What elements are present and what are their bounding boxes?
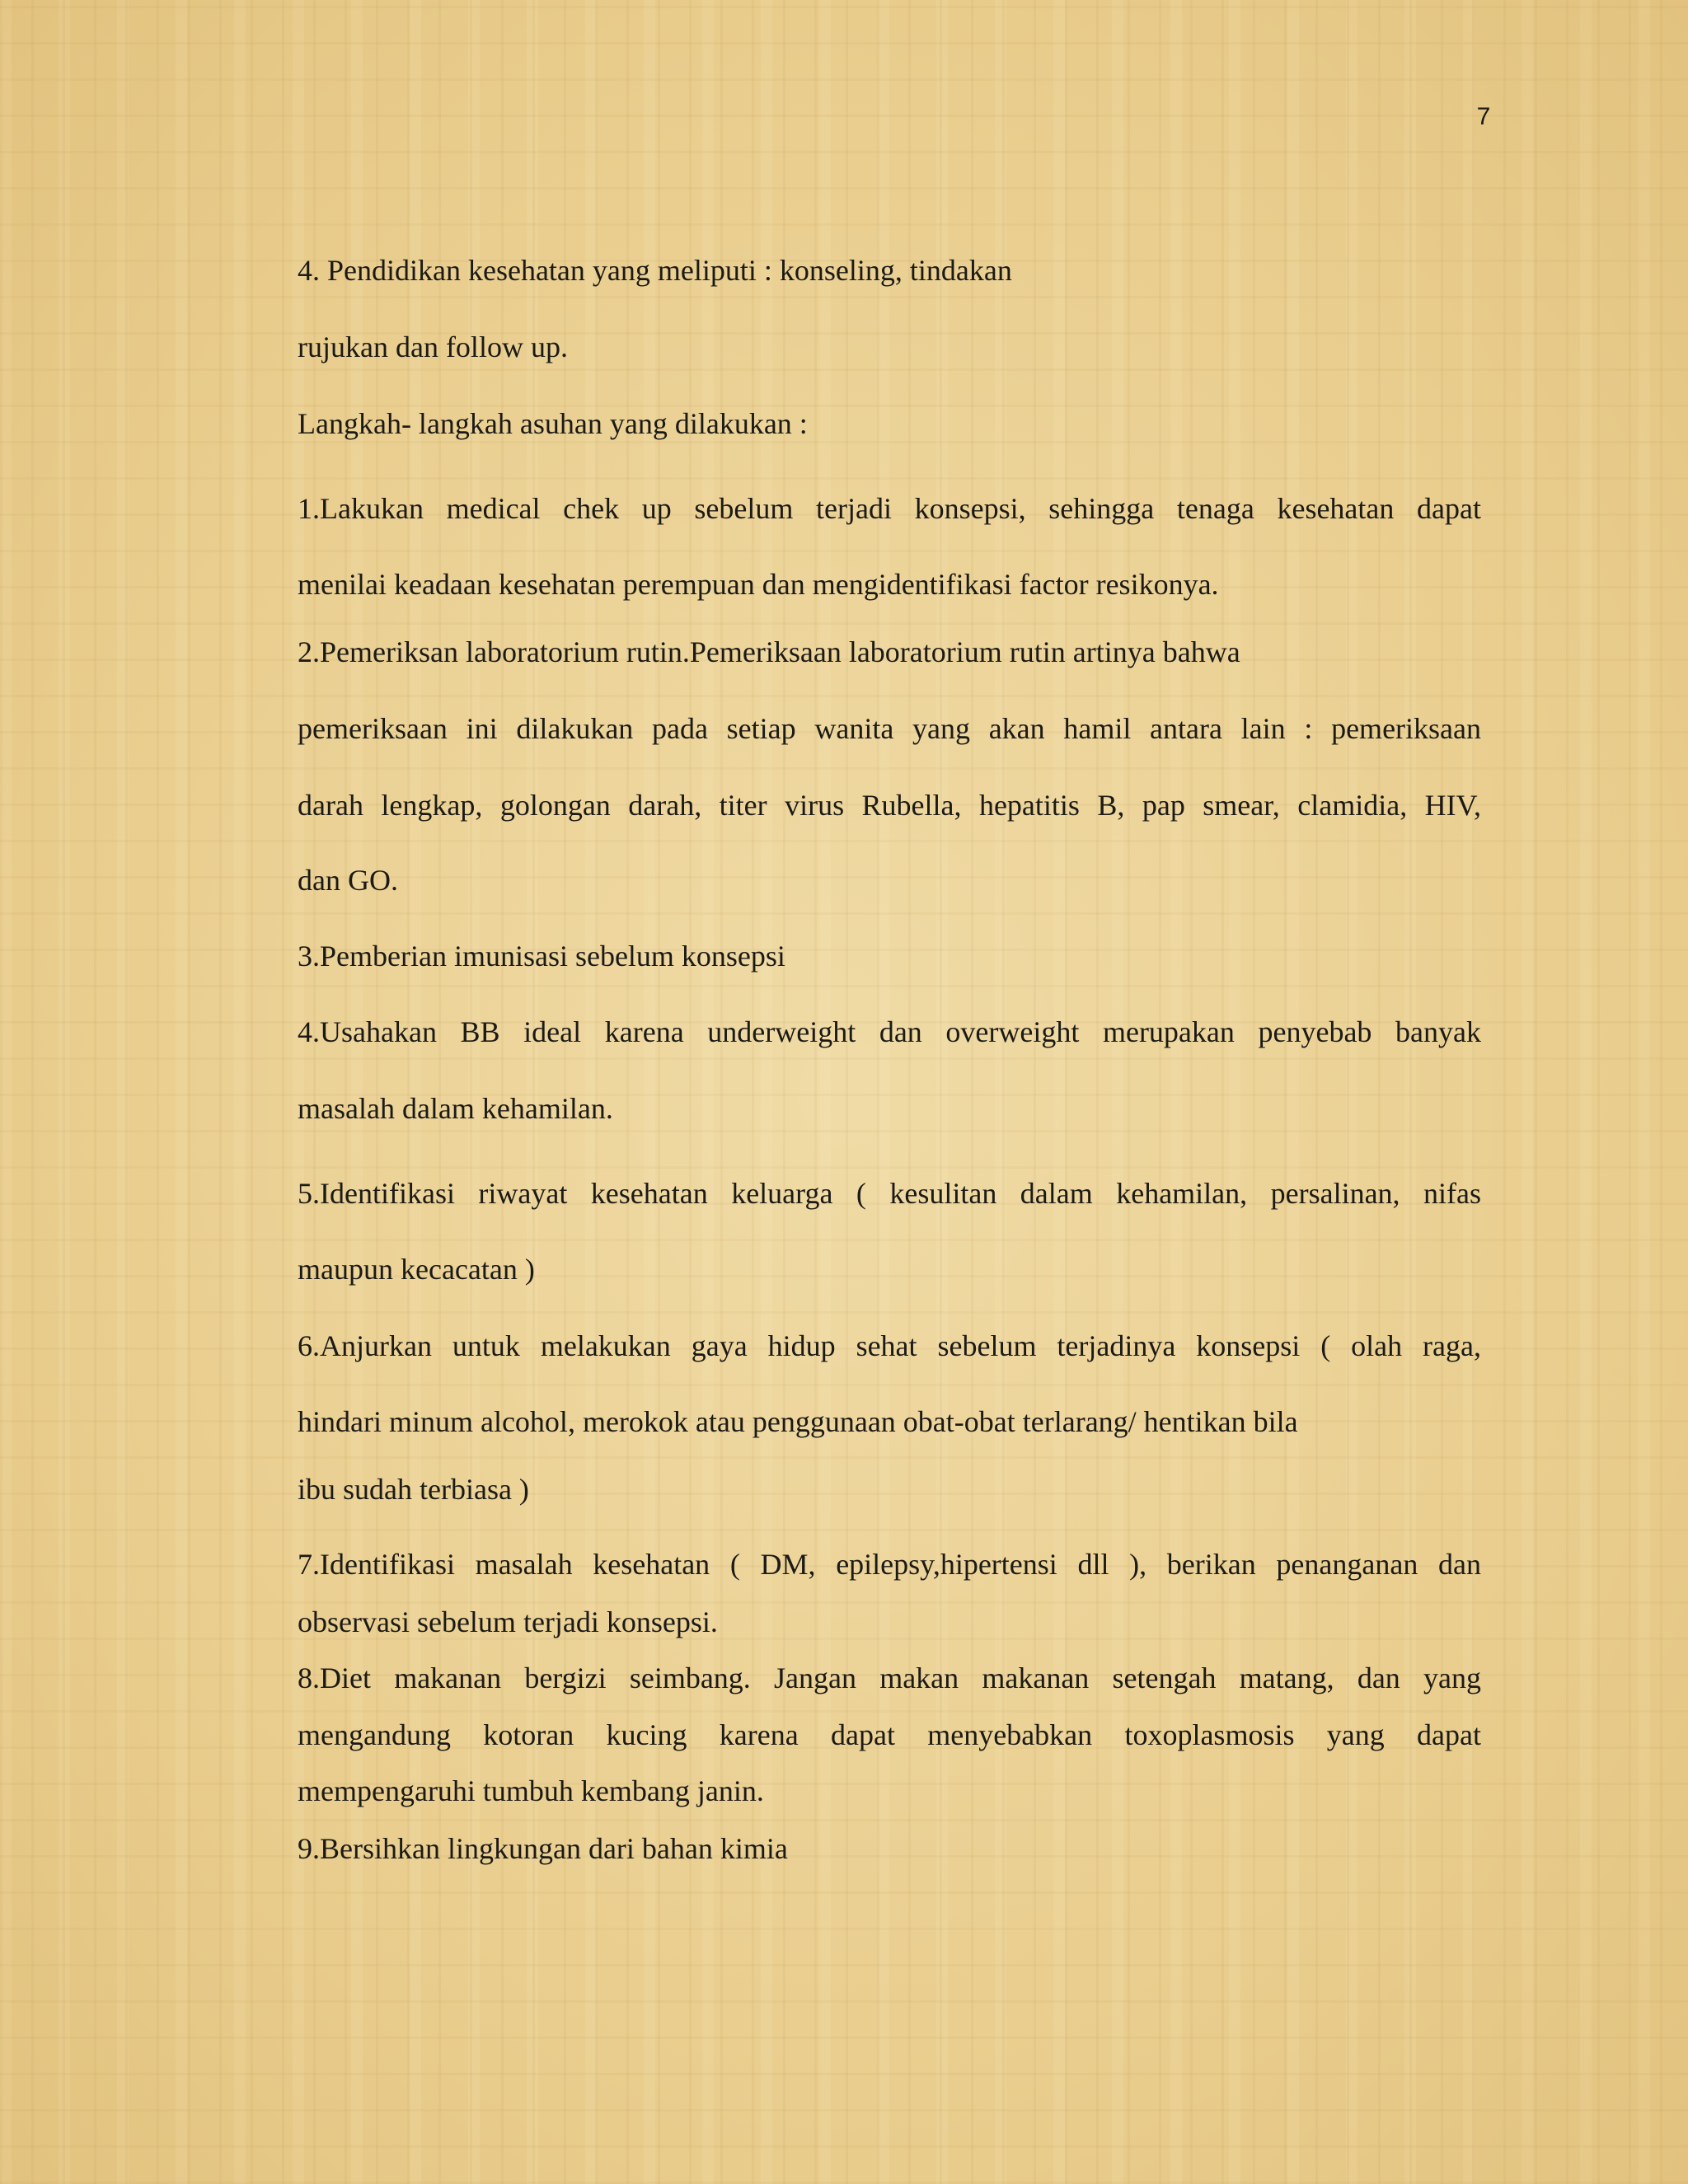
text-line: mempengaruhi tumbuh kembang janin. <box>298 1774 764 1807</box>
text-line: Langkah- langkah asuhan yang dilakukan : <box>298 407 808 440</box>
text-line: 2.Pemeriksan laboratorium rutin.Pemeriksaan laboratorium rutin artinya bahwa <box>298 635 1240 668</box>
text-line: masalah dalam kehamilan. <box>298 1092 613 1125</box>
text-line: 3.Pemberian imunisasi sebelum konsepsi <box>298 940 785 972</box>
text-line: dan GO. <box>298 864 398 897</box>
text-line: observasi sebelum terjadi konsepsi. <box>298 1605 718 1638</box>
text-line: ibu sudah terbiasa ) <box>298 1473 529 1506</box>
text-line: 9.Bersihkan lingkungan dari bahan kimia <box>298 1832 788 1865</box>
text-line: darah lengkap, golongan darah, titer virus Rubella, hepatitis B, pap smear, clamidia, HIV, <box>298 789 1481 822</box>
text-line: menilai keadaan kesehatan perempuan dan mengidentifikasi factor resikonya. <box>298 568 1219 601</box>
text-line: hindari minum alcohol, merokok atau penggunaan obat-obat terlarang/ hentikan bila <box>298 1405 1298 1438</box>
text-line: 4. Pendidikan kesehatan yang meliputi : konseling, tindakan <box>298 254 1012 287</box>
text-line: 5.Identifikasi riwayat kesehatan keluarga ( kesulitan dalam kehamilan, persalinan, nifas <box>298 1177 1481 1210</box>
text-line: mengandung kotoran kucing karena dapat menyebabkan toxoplasmosis yang dapat <box>298 1718 1481 1751</box>
page-number: 7 <box>1476 103 1491 130</box>
text-line: rujukan dan follow up. <box>298 330 568 363</box>
text-line: pemeriksaan ini dilakukan pada setiap wanita yang akan hamil antara lain : pemeriksaan <box>298 712 1481 745</box>
text-line: 8.Diet makanan bergizi seimbang. Jangan makan makanan setengah matang, dan yang <box>298 1661 1481 1694</box>
text-line: 7.Identifikasi masalah kesehatan ( DM, epilepsy,hipertensi dll ), berikan penanganan dan <box>298 1548 1481 1581</box>
text-line: maupun kecacatan ) <box>298 1253 535 1286</box>
text-line: 6.Anjurkan untuk melakukan gaya hidup sehat sebelum terjadinya konsepsi ( olah raga, <box>298 1329 1481 1362</box>
text-line: 4.Usahakan BB ideal karena underweight dan overweight merupakan penyebab banyak <box>298 1015 1481 1048</box>
text-line: 1.Lakukan medical chek up sebelum terjadi konsepsi, sehingga tenaga kesehatan dapat <box>298 492 1481 525</box>
